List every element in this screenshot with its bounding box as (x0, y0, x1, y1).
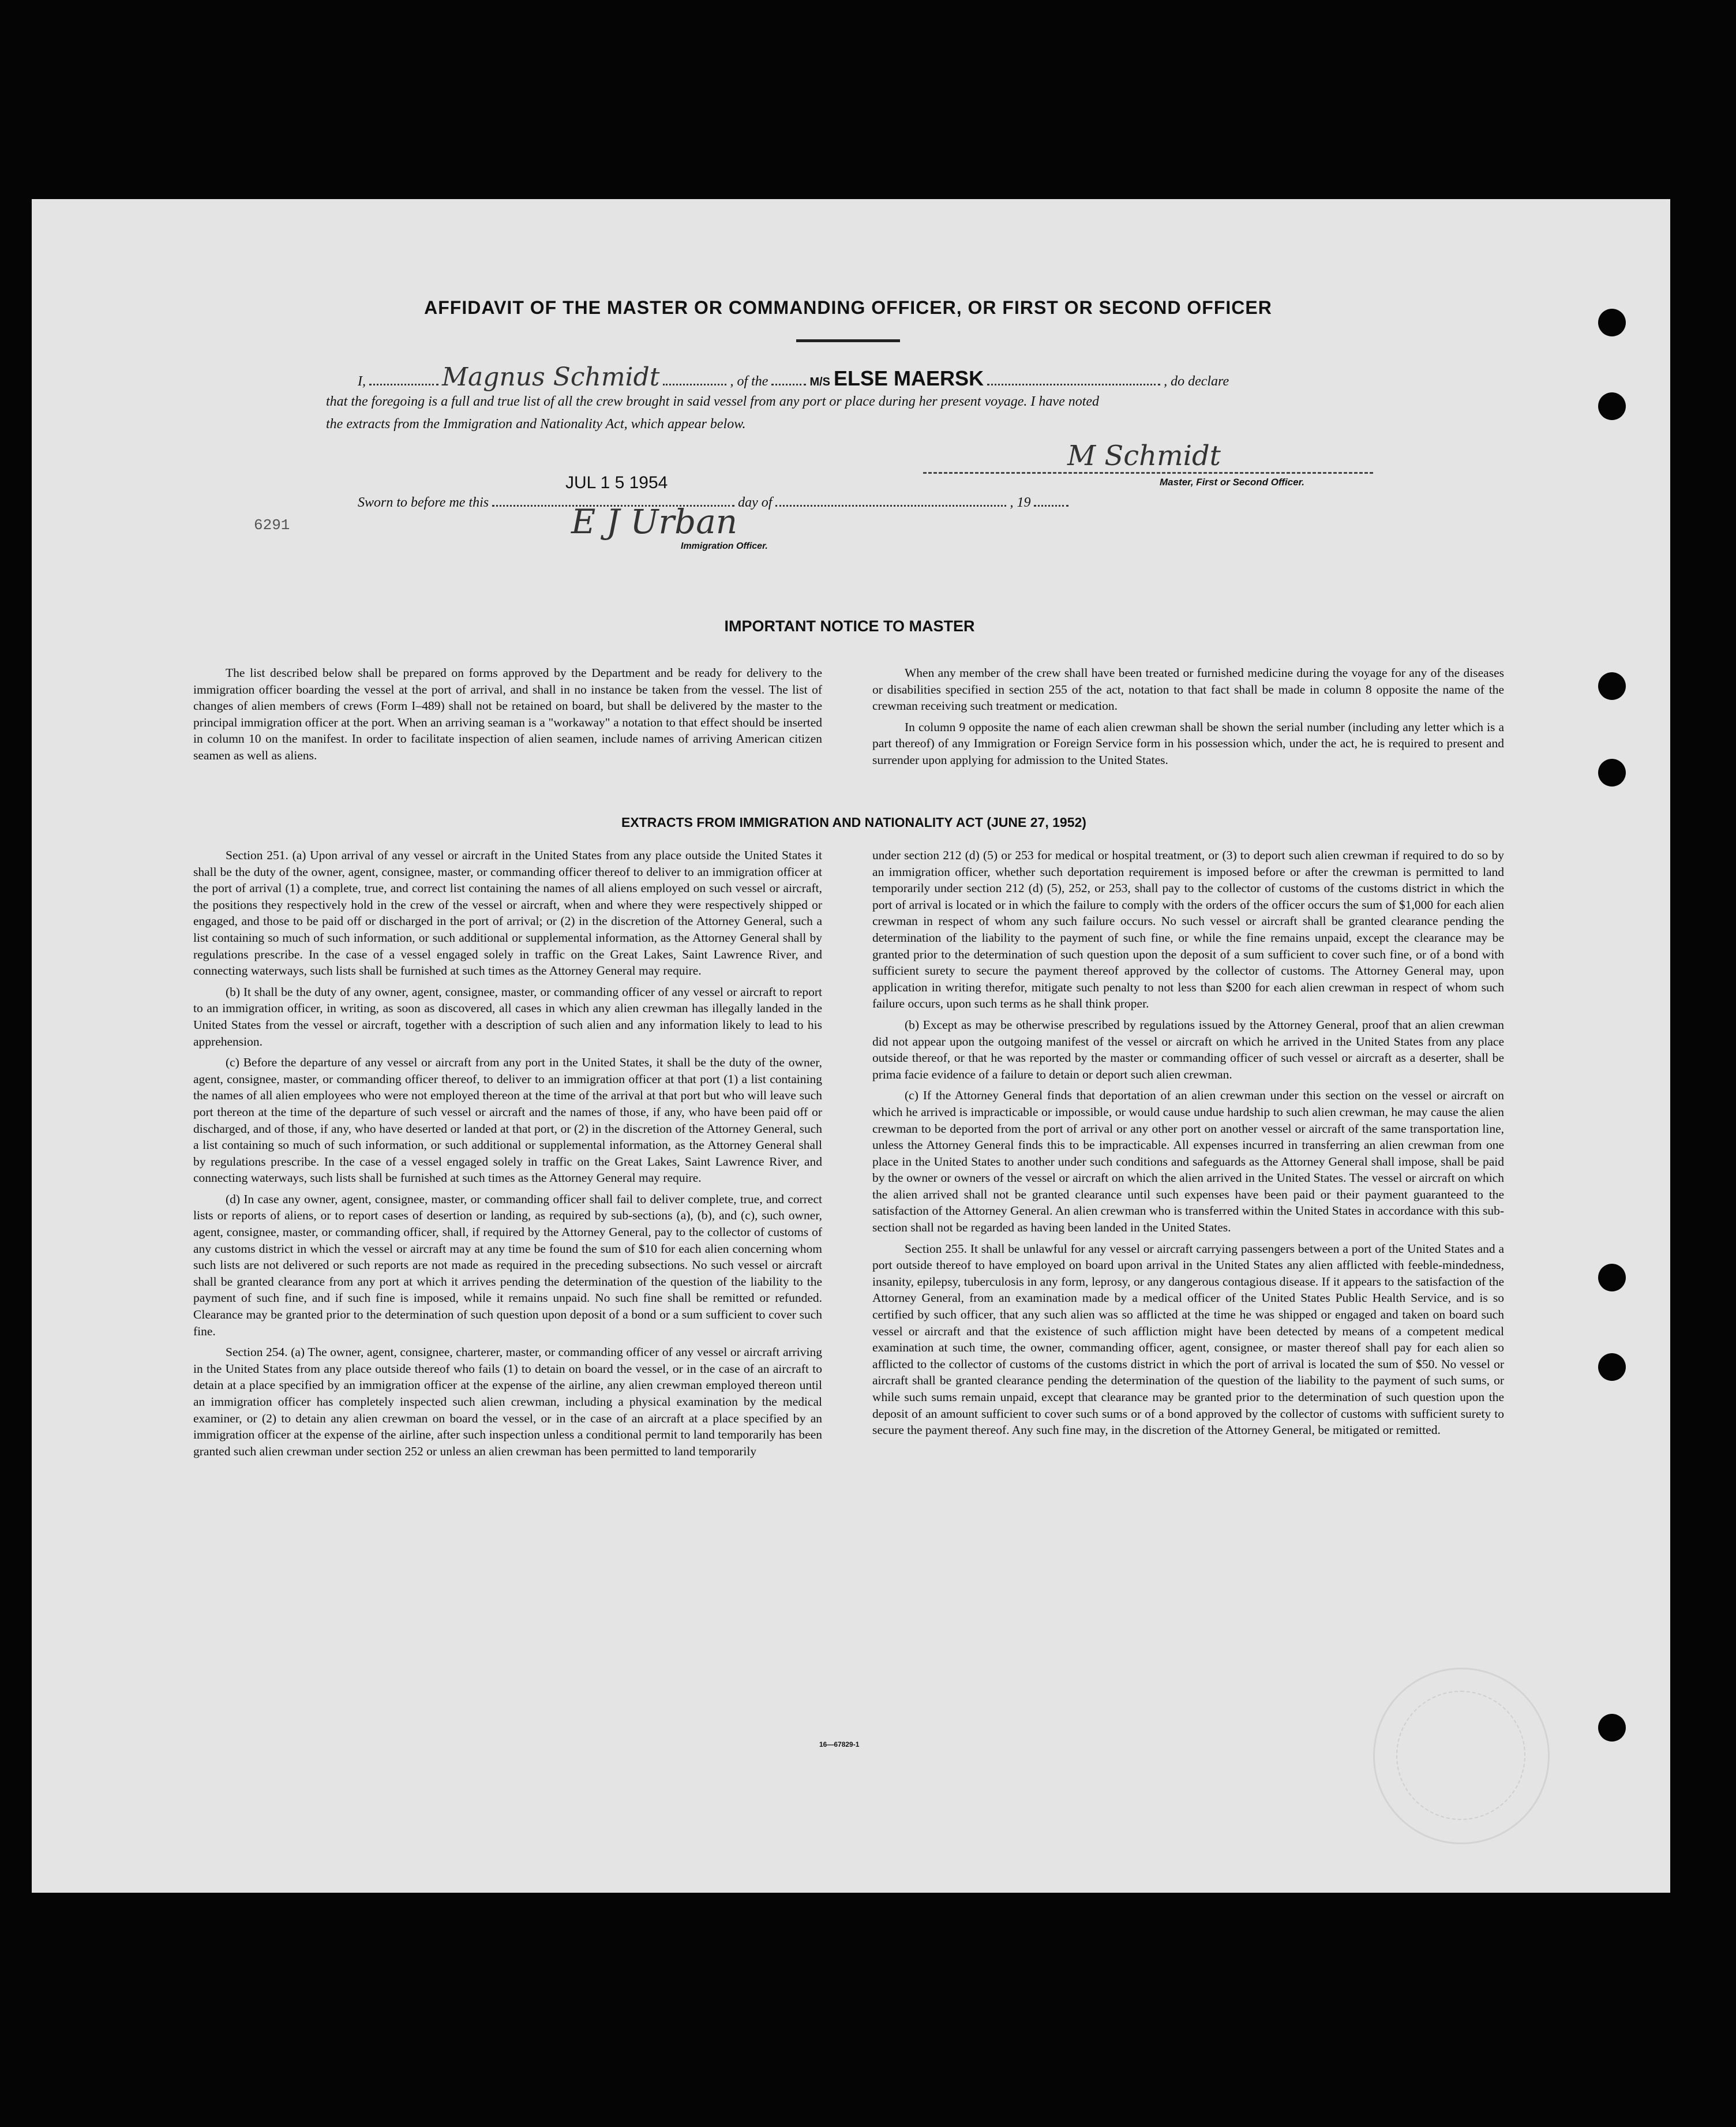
vessel-blank-lead (771, 372, 806, 385)
section-251-d: (d) In case any owner, agent, consignee, master, or commanding officer shall fail to deliver complete, true, and correct lists or reports of aliens, or to report cases of desertion or landing, as required by sub-sections (a), (b), and (c), such owner, agent, consignee, master, or commanding officer, shall, if required by the Attorney General, pay to the collector of customs of any customs district in which the vessel or aircraft may at any time be found the sum of $10 for each alien concerning whom such lists are not delivered or such reports are not made as required in the preceding subsections. No such vessel or aircraft shall be granted clearance from any port at which it arrives pending the determination of the question of the liability to the payment of such fine, and if such fine is imposed, while it remains unpaid. No such fine shall be remitted or refunded. Clearance may be granted prior to the determination of such question upon deposit of a bond or a sum sufficient to cover such fine. (193, 1192, 822, 1338)
immigration-officer-caption: Immigration Officer. (681, 541, 768, 551)
notice-right-paragraph-1: When any member of the crew shall have been treated or furnished medicine during the voyage for any of the diseases or disabilities specified in section 255 of the act, notation to that fact shall be made in column 8 opposite the name of the crewman receiving such treatment or medication. (872, 666, 1504, 713)
binder-hole (1598, 1714, 1626, 1742)
vessel-prefix: M/S (809, 376, 831, 388)
date-stamp: JUL 1 5 1954 (565, 473, 668, 492)
declaration-text-1: that the foregoing is a full and true list of all the crew brought in said vessel from any port or place during her present voyage. I have noted (326, 394, 1100, 409)
day-of-label: day of (738, 495, 773, 510)
sworn-label: Sworn to before me this (358, 495, 489, 510)
extracts-title: EXTRACTS FROM IMMIGRATION AND NATIONALITY ACT (JUNE 27, 1952) (621, 815, 1086, 830)
extracts-left-column (193, 847, 822, 1464)
master-signature: M Schmidt (1067, 440, 1221, 472)
binder-hole (1598, 759, 1626, 787)
vessel-name: ELSE MAERSK (834, 366, 984, 390)
notice-left-column (193, 665, 822, 769)
declarant-signature: Magnus Schmidt (442, 362, 660, 392)
section-251-b: (b) It shall be the duty of any owner, agent, consignee, master, or commanding officer of any vessel or aircraft to report to an immigration officer, in writing, as soon as discovered, all cases in which any alien crewman has illegally landed in the United States from the vessel or aircraft, together with a description of such alien and any information likely to lead to his apprehension. (193, 984, 822, 1048)
name-blank-tail (663, 372, 726, 385)
notice-left-paragraph: The list described below shall be prepared on forms approved by the Department and be ready for delivery to the immigration officer boarding the vessel at the port of arrival, and shall in no instance be taken from the vessel. The list of changes of alien members of crews (Form I–489) shall not be retained on board, but shall be delivered by the master to the principal immigration officer at the port. When an arriving seaman is a "workaway" a notation to that effect should be inserted in column 10 on the manifest. In order to facilitate inspection of alien seamen, include names of arriving American citizen seamen as well as aliens. (193, 666, 822, 762)
title-divider (796, 339, 900, 342)
year-label: , 19 (1010, 495, 1031, 510)
affidavit-title: AFFIDAVIT OF THE MASTER OR COMMANDING OFFICER, OR FIRST OR SECOND OFFICER (424, 297, 1272, 318)
i-label: I, (358, 374, 366, 389)
name-blank (369, 372, 438, 385)
margin-number: 6291 (254, 516, 290, 534)
binder-hole (1598, 672, 1626, 700)
form-code: 16—67829-1 (819, 1740, 860, 1748)
of-the-label: , of the (730, 374, 768, 389)
vessel-blank (987, 372, 1160, 385)
sworn-year-blank (1034, 493, 1068, 507)
section-254-c: (c) If the Attorney General finds that deportation of an alien crewman under this section on the vessel or aircraft on which he arrived is impracticable or impossible, or would cause undue hardship to such alien crewman, he may cause the alien crewman to be deported from the port of arrival or any other port on another vessel or aircraft of the same transportation line, unless the Attorney General finds this to be impracticable. All expenses incurred in transferring an alien crewman from one place in the United States to another under such conditions and safeguards as the Attorney General shall impose, shall be paid by the owner or owners of the vessel or aircraft on which the alien arrived in the United States. The vessel or aircraft on which the alien arrived shall not be granted clearance until such expenses have been paid or their payment guaranteed to the satisfaction of the Attorney General. An alien crewman who is transferred within the United States in accordance with this sub-section shall not be regarded as having been landed in the United States. (872, 1088, 1504, 1235)
master-caption: Master, First or Second Officer. (1160, 477, 1304, 488)
binder-hole (1598, 1264, 1626, 1291)
section-254-a: Section 254. (a) The owner, agent, consignee, charterer, master, or commanding officer of any vessel or aircraft arriving in the United States from any place outside thereof who fails (1) to detain on board the vessel, or in the case of an aircraft to detain at a place specified by an immigration officer at the expense of the airline, any alien crewman employed thereon until an immigration officer has completely inspected such alien crewman, including a physical examination by the medical examiner, or (2) to detain any alien crewman on board the vessel, or in the case of an aircraft at a place specified by an immigration officer at the expense of the airline, after such inspection unless a conditional permit to land temporarily has been granted such alien crewman under section 252 or unless an alien crewman has been permitted to land temporarily (193, 1345, 822, 1458)
section-254-a-continued: under section 212 (d) (5) or 253 for medical or hospital treatment, or (3) to deport such alien crewman if required to do so by an immigration officer, whether such deportation requirement is imposed before or after the crewman is permitted to land temporarily under section 212 (d) (5), 252, or 253, shall pay to the collector of customs of the customs district in which the port of arrival is located or in which the failure to comply with the orders of the officer occurs the sum of $1,000 for each alien crewman in respect of whom any such failure occurs. No such vessel or aircraft shall be granted clearance pending the determination of the liability to the payment of such fine, or while the fine remains unpaid, except the clearance may be granted prior to the determination of such question upon the deposit of a sum sufficient to cover such fine, or of a bond with sufficient surety to secure the payment thereof approved by the collector of customs. The Attorney General may, upon application in writing therefor, mitigate such penalty to not less than $200 for each alien crewman in respect of whom such failure occurs, upon such terms as he shall think proper. (872, 848, 1504, 1011)
extracts-right-column (872, 847, 1504, 1443)
notice-right-paragraph-2: In column 9 opposite the name of each alien crewman shall be shown the serial number (including any letter which is a part thereof) of any Immigration or Foreign Service form in his possession which, under the act, he is required to present and surrender upon applying for admission to the United States. (872, 720, 1504, 767)
immigration-officer-signature: E J Urban (571, 502, 738, 541)
notice-title: IMPORTANT NOTICE TO MASTER (724, 617, 975, 635)
faded-seal-inner-ring (1396, 1691, 1525, 1820)
binder-hole (1598, 1353, 1626, 1381)
section-255: Section 255. It shall be unlawful for any vessel or aircraft carrying passengers between a port of the United States and a port outside thereof to have employed on board upon arrival in the United States any alien afflicted with feeble-mindedness, insanity, epilepsy, tuberculosis in any form, leprosy, or any dangerous contagious disease. If it appears to the satisfaction of the Attorney General, from an examination made by a medical officer of the United States Public Health Service, and is so certified by such officer, that any such alien was so afflicted at the time he was shipped or engaged and taken on board such vessel or aircraft and that the existence of such affliction might have been detected by means of a competent medical examination at such time, the owner, commanding officer, agent, consignee, or master thereof shall pay for each alien so afflicted to the collector of customs of the customs district in which the port of arrival is located the sum of $50. No vessel or aircraft shall be granted clearance pending the determination of the question of the liability to the payment of such sums, or while such sums remain unpaid, except that clearance may be granted prior to the determination of such question upon the deposit of an amount sufficient to cover such sums or of a bond approved by the collector of customs with sufficient surety to secure the payment thereof. Any such fine may, in the discretion of the Attorney General, be mitigated or remitted. (872, 1241, 1504, 1437)
master-signature-line (923, 472, 1373, 474)
section-251-c: (c) Before the departure of any vessel or aircraft from any port in the United States, it shall be the duty of the owner, agent, consignee, master, or commanding officer thereof, to deliver to an immigration officer at that port (1) a list containing the names of all alien employees who were not employed thereon at the time of the arrival at that port but who will leave such port thereon at the time of the departure of such vessel or aircraft and the names of those, if any, who have been paid off or discharged, and of those, if any, who have deserted or landed at that port, or (2) in the discretion of the Attorney General, such a list containing so much of such information, or such additional or supplemental information, as the Attorney General shall by regulations prescribe. In the case of a vessel engaged solely in traffic on the Great Lakes, Saint Lawrence River, and connecting waterways, such lists shall be furnished at such times as the Attorney General may require. (193, 1055, 822, 1185)
sworn-month-blank (775, 493, 1006, 507)
notice-right-column (872, 665, 1504, 773)
do-declare-label: , do declare (1164, 374, 1229, 389)
section-254-b: (b) Except as may be otherwise prescribed by regulations issued by the Attorney General, proof that an alien crewman did not appear upon the outgoing manifest of the vessel or aircraft on which he arrived in the United States from any place outside thereof, or that he was reported by the master or commanding officer of such vessel or aircraft as a deserter, shall be prima facie evidence of a failure to detain or deport such alien crewman. (872, 1017, 1504, 1081)
declarant-line (358, 362, 1229, 392)
binder-hole (1598, 309, 1626, 336)
declaration-text-2: the extracts from the Immigration and Nationality Act, which appear below. (326, 417, 746, 432)
binder-hole (1598, 392, 1626, 420)
section-251-a: Section 251. (a) Upon arrival of any vessel or aircraft in the United States from any place outside the United States it shall be the duty of the owner, agent, consignee, master, or commanding officer thereof to deliver to an immigration officer at the port of arrival (1) a complete, true, and correct list containing the names of all aliens employed on such vessel or aircraft, the positions they respectively hold in the crew of the vessel or aircraft, when and where they were respectively shipped or engaged, and those to be paid off or discharged in the port of arrival; or (2) in the discretion of the Attorney General, such a list containing so much of such information, or such additional or supplemental information, as the Attorney General shall by regulations prescribe. In the case of a vessel engaged solely in traffic on the Great Lakes, Saint Lawrence River, and connecting waterways, such lists shall be furnished at such times as the Attorney General may require. (193, 848, 822, 978)
